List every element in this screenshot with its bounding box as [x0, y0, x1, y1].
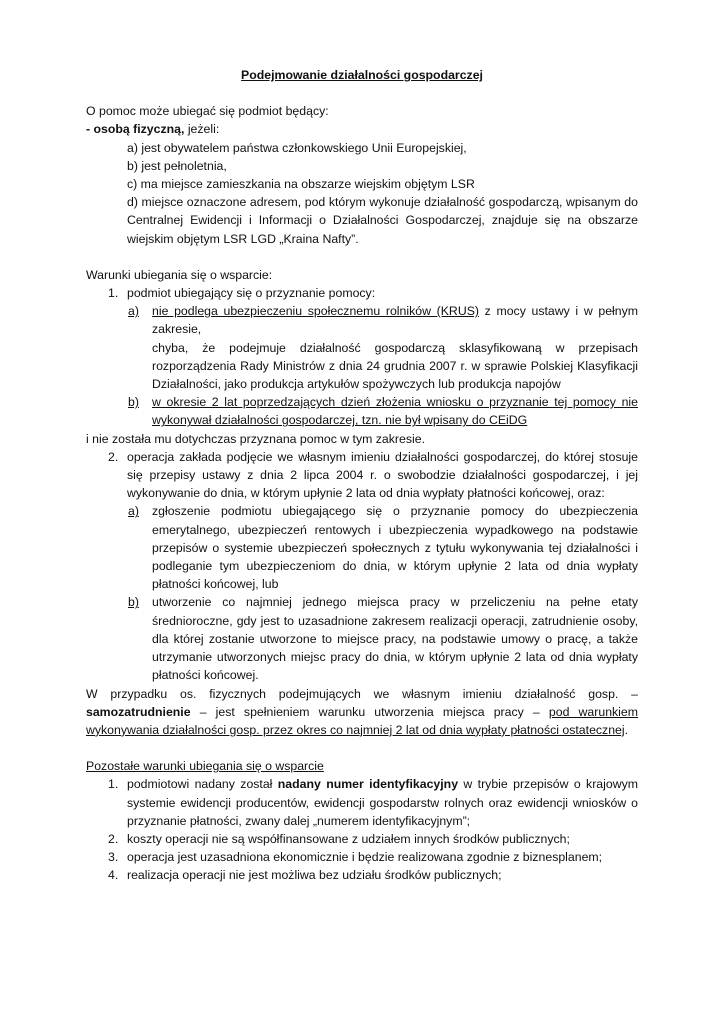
- person-line: [86, 120, 638, 138]
- document-title: Podejmowanie działalności gospodarczej: [241, 68, 483, 82]
- warunki-item-1b: [86, 393, 638, 429]
- list-text: operacja jest uzasadniona ekonomicznie i będzie realizowana zgodnie z biznesplanem;: [127, 850, 603, 865]
- list-number: 2.: [108, 831, 119, 846]
- note-underlined: pod warunkiem wykonywania działalności gosp. przez okres co najmniej 2 lat od dnia wypłaty płatności ostatecznej: [86, 704, 638, 737]
- list-letter: a): [128, 304, 139, 319]
- krus-rest: z mocy ustawy i w pełnym zakresie,: [152, 304, 638, 337]
- list-text: koszty operacji nie są współfinansowane z udziałem innych środków publicznych;: [127, 831, 570, 846]
- ceidg-underlined: w okresie 2 lat poprzedzających dzień złożenia wniosku o przyznanie tej pomocy nie wykonywał działalności gospodarczej, tzn. nie był wpisany do CEiDG: [152, 395, 638, 428]
- list-number: 3.: [108, 850, 119, 865]
- warunki-item-1-after: i nie została mu dotychczas przyznana pomoc w tym zakresie.: [86, 431, 425, 446]
- warunki-heading: Warunki ubiegania się o wsparcie:: [86, 267, 273, 282]
- list-letter: b): [128, 595, 139, 610]
- pozostale-item-4: [86, 866, 638, 884]
- note-end: .: [624, 722, 629, 737]
- note-text: W przypadku os. fizycznych podejmujących we własnym imieniu działalność gosp. –: [86, 686, 638, 701]
- condition-c: c) ma miejsce zamieszkania na obszarze wiejskim objętym LSR: [127, 177, 475, 192]
- warunki-item-1: [86, 284, 638, 302]
- warunki-item-2a: [86, 502, 638, 593]
- list-text: realizacja operacji nie jest możliwa bez udziału środków publicznych;: [127, 868, 502, 883]
- list-text: podmiot ubiegający się o przyznanie pomocy:: [127, 286, 376, 301]
- warunki-item-2: [86, 448, 638, 503]
- condition-a: a) jest obywatelem państwa członkowskiego Unii Europejskiej,: [127, 140, 467, 155]
- condition-b: b) jest pełnoletnia,: [127, 158, 227, 173]
- list-number: 2.: [108, 449, 119, 464]
- intro-line: O pomoc może ubiegać się podmiot będący:: [86, 104, 329, 119]
- list-text: podmiotowi nadany został: [127, 777, 278, 792]
- krus-underlined: nie podlega ubezpieczeniu społecznemu rolników (KRUS): [152, 304, 479, 319]
- note-bold: samozatrudnienie: [86, 704, 191, 719]
- samozatrudnienie-note: [86, 685, 638, 740]
- pozostale-item-1: [86, 775, 638, 830]
- list-number: 1.: [108, 777, 119, 792]
- list-letter: b): [128, 395, 139, 410]
- list-number: 1.: [108, 286, 119, 301]
- document-page: [86, 66, 638, 885]
- note-text: – jest spełnieniem warunku utworzenia miejsca pracy –: [190, 704, 549, 719]
- list-text: zgłoszenie podmiotu ubiegającego się o przyznanie pomocy do ubezpieczenia emerytalnego, ubezpieczeń rentowych i ubezpieczenia wypadkowego na podstawie przepisów o systemie ubezpieczeń społecznych z tytułu wykonywania tej działalności i podleganie tym ubezpieczeniom do dnia, w którym upłynie 2 lata od dnia wypłaty płatności końcowej, lub: [152, 504, 638, 592]
- list-letter: a): [128, 504, 139, 519]
- list-number: 4.: [108, 868, 119, 883]
- person-bold: - osobą fizyczną,: [86, 122, 185, 137]
- warunki-item-1a: [86, 302, 638, 338]
- warunki-item-2b: [86, 593, 638, 684]
- condition-d: d) miejsce oznaczone adresem, pod którym wykonuje działalność gospodarczą, wpisanym do Centralnej Ewidencji i Informacji o Działalności Gospodarczej, znajduje się na obszarze wiejskim objętym LSR LGD „Kraina Nafty”.: [127, 195, 638, 246]
- pozostale-heading: Pozostałe warunki ubiegania się o wsparcie: [86, 759, 324, 774]
- pozostale-item-3: [86, 848, 638, 866]
- list-text: w trybie przepisów o krajowym systemie ewidencji producentów, ewidencji gospodarstw rolnych oraz ewidencji wniosków o przyznanie płatności, zwany dalej „numerem identyfikacyjnym”;: [127, 777, 638, 828]
- list-text: operacja zakłada podjęcie we własnym imieniu działalności gospodarczej, do której stosuje się przepisy ustawy z dnia 2 lipca 2004 r. o swobodzie działalności gospodarczej, i jej wykonywanie do dnia, w którym upłynie 2 lata od dnia wypłaty płatności końcowej, oraz:: [127, 449, 638, 501]
- list-bold: nadany numer identyfikacyjny: [277, 777, 459, 792]
- pozostale-item-2: [86, 830, 638, 848]
- list-text: utworzenie co najmniej jednego miejsca pracy w przeliczeniu na pełne etaty średnioroczne, gdy jest to uzasadnione zakresem realizacji operacji, zatrudnienie osoby, dla której zostanie utworzone to miejsce pracy, na podstawie umowy o pracę, a także utrzymanie utworzonych miejsc pracy do dnia, w którym upłynie 2 lata od dnia wypłaty płatności końcowej.: [152, 595, 638, 683]
- person-rest: jeżeli:: [184, 122, 220, 137]
- warunki-item-1a-cont: chyba, że podejmuje działalność gospodarczą sklasyfikowaną w przepisach rozporządzenia Rady Ministrów z dnia 24 grudnia 2007 r. w sprawie Polskiej Klasyfikacji Działalności, jako produkcja artykułów spożywczych lub produkcja napojów: [152, 340, 638, 392]
